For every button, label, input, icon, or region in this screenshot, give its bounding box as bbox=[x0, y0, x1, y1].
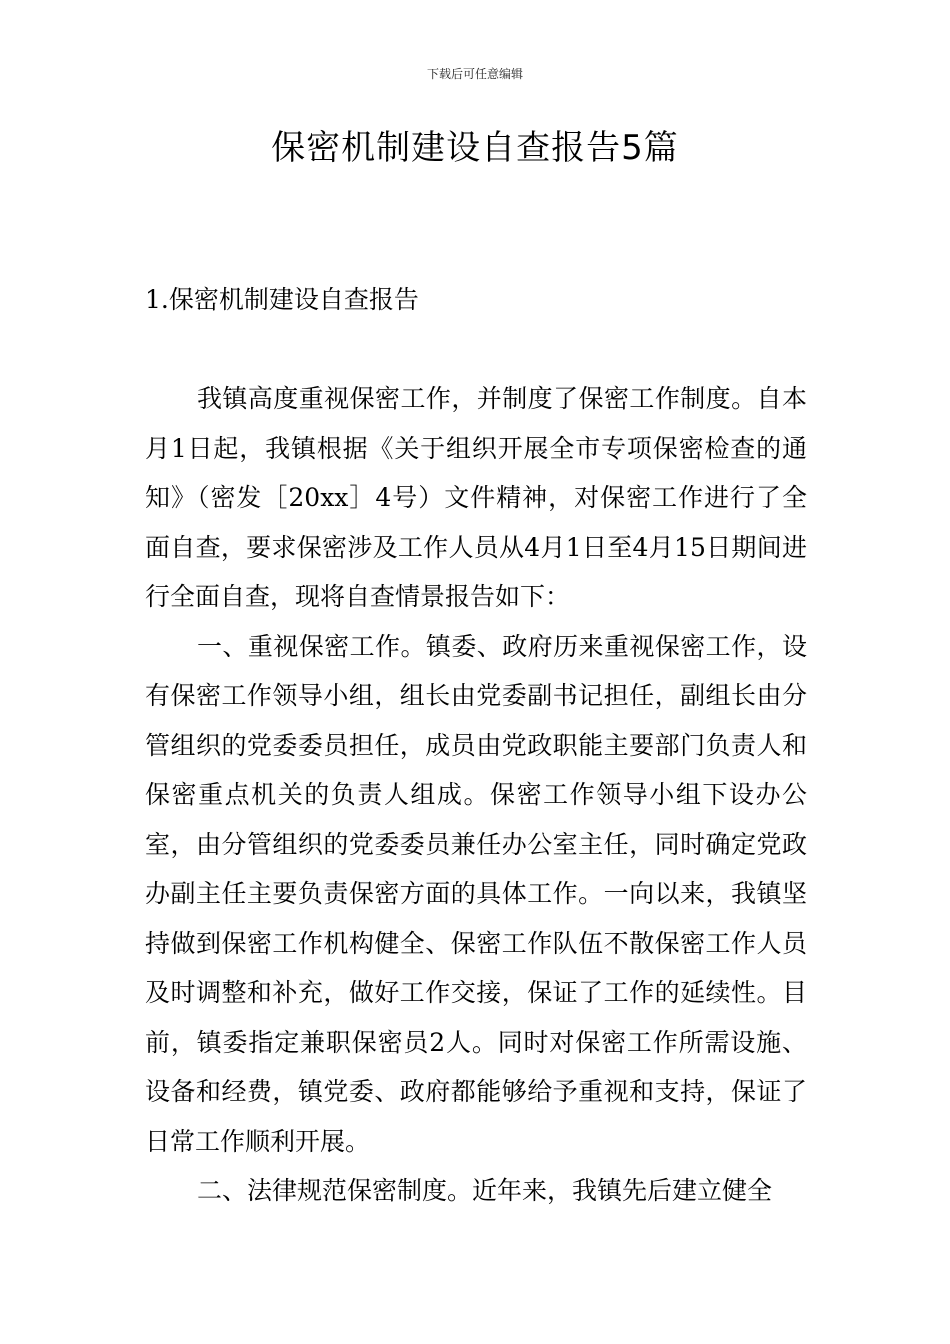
section-heading: 1.保密机制建设自查报告 bbox=[145, 285, 419, 314]
header-note: 下载后可任意编辑 bbox=[426, 67, 523, 81]
paragraph: 一、重视保密工作。镇委、政府历来重视保密工作，设有保密工作领导小组，组长由党委副书记担任，副组长由分管组织的党委委员担任，成员由党政职能主要部门负责人和保密重点机关的负责人组成。保密工作领导小组下设办公室，由分管组织的党委委员兼任办公室主任，同时确定党政办副主任主要负责保密方面的具体工作。一向以来，我镇坚持做到保密工作机构健全、保密工作队伍不散保密工作人员及时调整和补充，做好工作交接，保证了工作的延续性。目前，镇委指定兼职保密员2人。同时对保密工作所需设施、设备和经费，镇党委、政府都能够给予重视和支持，保证了日常工作顺利开展。 bbox=[145, 631, 807, 1156]
document-body bbox=[145, 374, 807, 1216]
paragraph: 我镇高度重视保密工作，并制度了保密工作制度。自本月1日起，我镇根据《关于组织开展全市专项保密检查的通知》（密发［20xx］4号）文件精神，对保密工作进行了全面自查，要求保密涉及工作人员从4月1日至4月15日期间进行全面自查，现将自查情景报告如下： bbox=[145, 384, 807, 611]
document-title: 保密机制建设自查报告5篇 bbox=[271, 128, 679, 168]
paragraph: 二、法律规范保密制度。近年来，我镇先后建立健全 bbox=[197, 1176, 773, 1205]
